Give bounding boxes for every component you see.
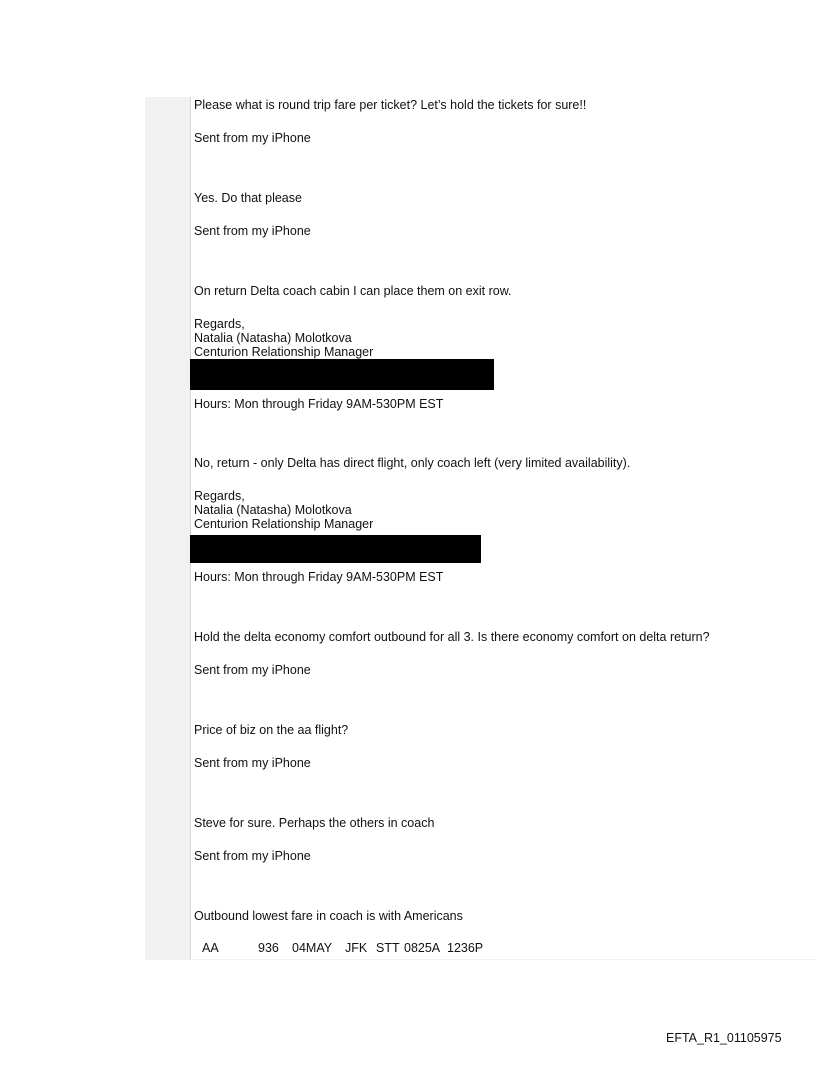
flight-date: 04MAY: [292, 941, 333, 955]
message-1-signature: Sent from my iPhone: [194, 131, 311, 145]
message-7-signature: Sent from my iPhone: [194, 849, 311, 863]
flight-departure-time: 0825A: [404, 941, 441, 955]
message-3-text: On return Delta coach cabin I can place them on exit row.: [194, 284, 512, 298]
message-3-sender-title: Centurion Relationship Manager: [194, 345, 374, 359]
message-4-hours: Hours: Mon through Friday 9AM-530PM EST: [194, 570, 444, 584]
message-8-text: Outbound lowest fare in coach is with Americans: [194, 909, 463, 923]
bottom-divider: [145, 959, 816, 960]
flight-destination: STT: [376, 941, 400, 955]
message-4-text: No, return - only Delta has direct flight, only coach left (very limited availability).: [194, 456, 631, 470]
redaction-block: [190, 359, 494, 390]
flight-origin: JFK: [345, 941, 368, 955]
message-7-text: Steve for sure. Perhaps the others in coach: [194, 816, 435, 830]
message-4-regards: Regards,: [194, 489, 245, 503]
message-2-text: Yes. Do that please: [194, 191, 302, 205]
message-4-sender-title: Centurion Relationship Manager: [194, 517, 374, 531]
message-4-sender-name: Natalia (Natasha) Molotkova: [194, 503, 352, 517]
document-id: EFTA_R1_01105975: [666, 1031, 782, 1045]
redaction-block: [190, 535, 481, 563]
flight-arrival-time: 1236P: [447, 941, 484, 955]
quote-divider: [190, 97, 191, 959]
message-6-signature: Sent from my iPhone: [194, 756, 311, 770]
message-5-signature: Sent from my iPhone: [194, 663, 311, 677]
message-3-regards: Regards,: [194, 317, 245, 331]
message-1-text: Please what is round trip fare per ticket? Let’s hold the tickets for sure!!: [194, 98, 587, 112]
flight-airline: AA: [202, 941, 219, 955]
message-3-hours: Hours: Mon through Friday 9AM-530PM EST: [194, 397, 444, 411]
message-6-text: Price of biz on the aa flight?: [194, 723, 349, 737]
message-2-signature: Sent from my iPhone: [194, 224, 311, 238]
quote-margin: [145, 97, 190, 959]
message-5-text: Hold the delta economy comfort outbound for all 3. Is there economy comfort on delta return?: [194, 630, 710, 644]
flight-number: 936: [258, 941, 279, 955]
message-3-sender-name: Natalia (Natasha) Molotkova: [194, 331, 352, 345]
